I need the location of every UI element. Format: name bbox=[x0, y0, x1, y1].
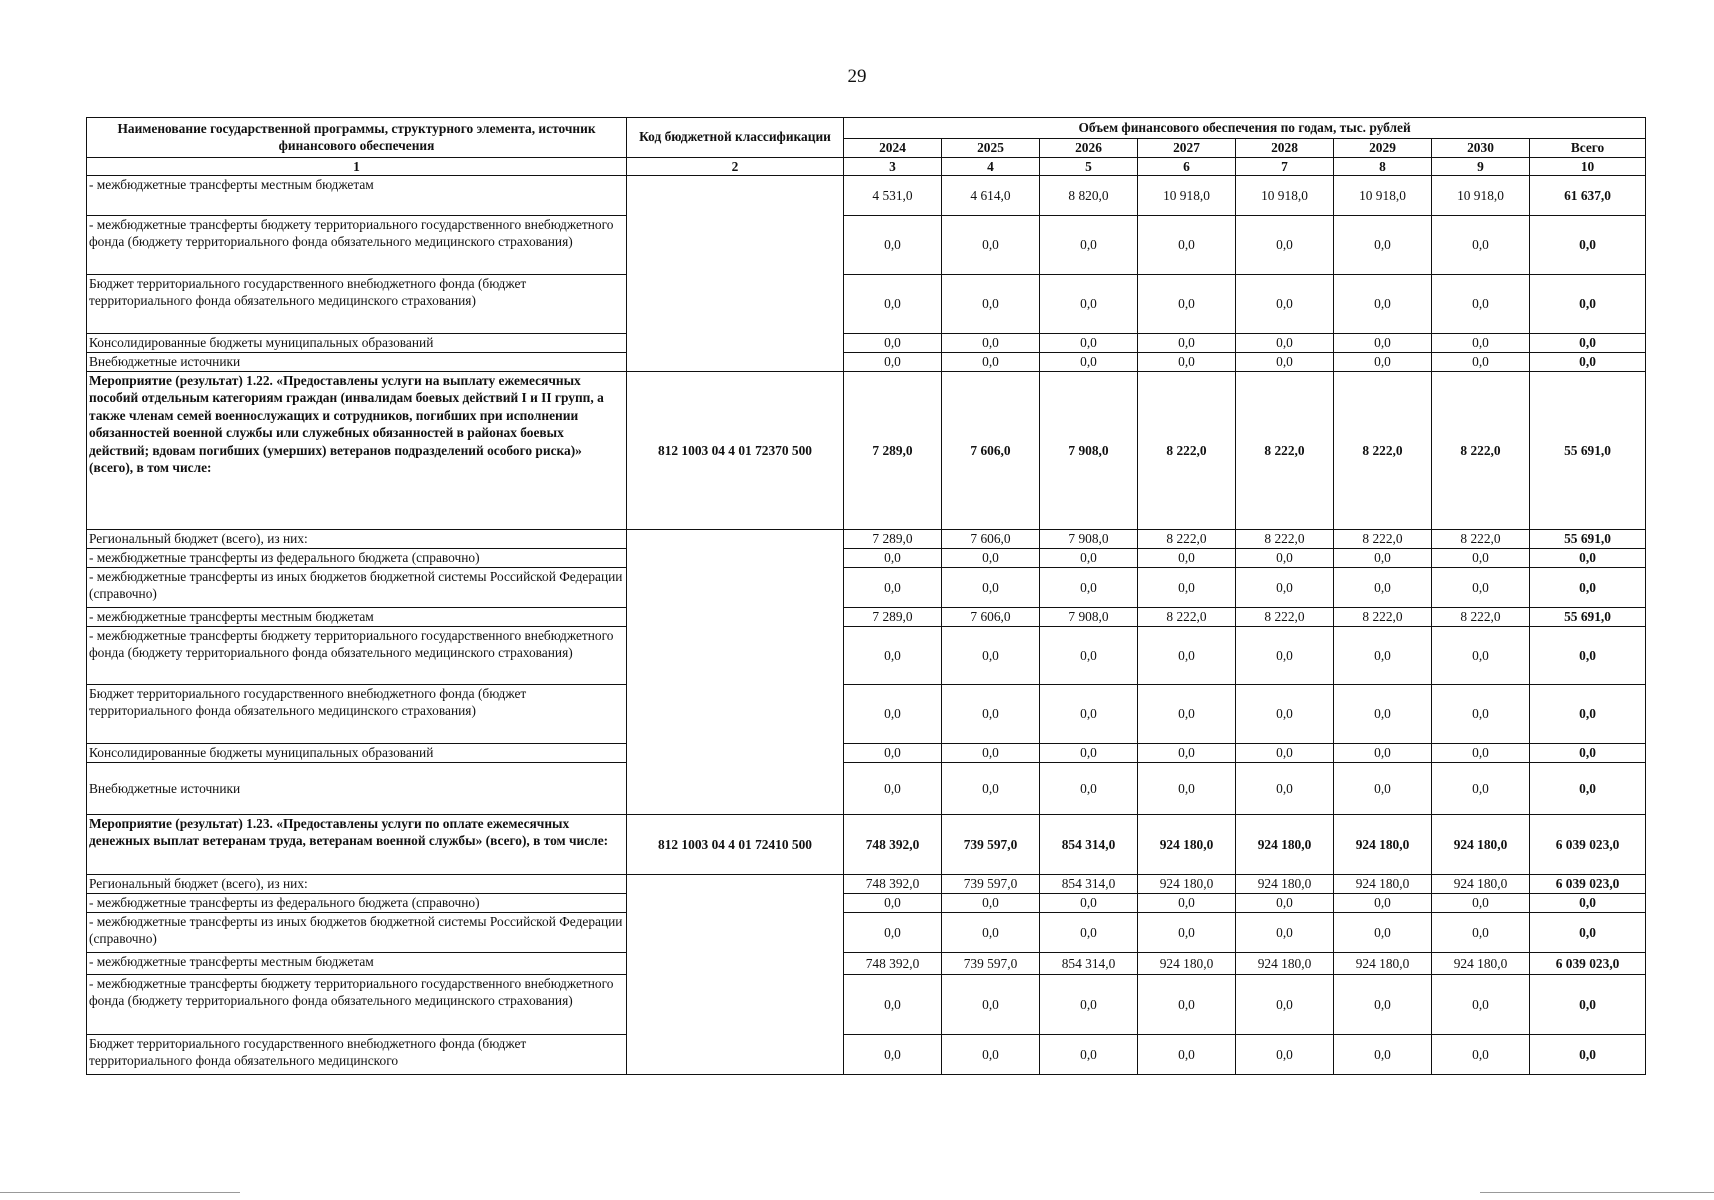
value-cell: 0,0 bbox=[1138, 627, 1236, 685]
col-number: 1 bbox=[87, 158, 627, 176]
table-row bbox=[87, 763, 1646, 815]
header-total: Всего bbox=[1530, 139, 1646, 158]
value-cell: 0,0 bbox=[1236, 913, 1334, 953]
value-cell: 0,0 bbox=[1432, 975, 1530, 1035]
row-name: Региональный бюджет (всего), из них: bbox=[87, 875, 627, 894]
value-cell: 4 614,0 bbox=[942, 176, 1040, 216]
row-name: Внебюджетные источники bbox=[87, 763, 627, 815]
header-year: 2025 bbox=[942, 139, 1040, 158]
value-cell: 8 222,0 bbox=[1236, 530, 1334, 549]
value-cell: 0,0 bbox=[1040, 975, 1138, 1035]
value-cell: 0,0 bbox=[844, 568, 942, 608]
total-cell: 0,0 bbox=[1530, 975, 1646, 1035]
value-cell: 924 180,0 bbox=[1334, 815, 1432, 875]
scan-artifact-line bbox=[1480, 1192, 1714, 1193]
value-cell: 8 222,0 bbox=[1334, 372, 1432, 530]
total-cell: 0,0 bbox=[1530, 627, 1646, 685]
total-cell: 0,0 bbox=[1530, 894, 1646, 913]
total-cell: 0,0 bbox=[1530, 685, 1646, 744]
row-name: Региональный бюджет (всего), из них: bbox=[87, 530, 627, 549]
col-number: 3 bbox=[844, 158, 942, 176]
value-cell: 0,0 bbox=[1432, 744, 1530, 763]
value-cell: 0,0 bbox=[1040, 275, 1138, 334]
total-cell: 6 039 023,0 bbox=[1530, 815, 1646, 875]
table-row bbox=[87, 176, 1646, 216]
value-cell: 0,0 bbox=[844, 763, 942, 815]
value-cell: 0,0 bbox=[1236, 627, 1334, 685]
value-cell: 0,0 bbox=[942, 685, 1040, 744]
table-row bbox=[87, 744, 1646, 763]
value-cell: 0,0 bbox=[844, 744, 942, 763]
col-number: 7 bbox=[1236, 158, 1334, 176]
value-cell: 0,0 bbox=[942, 568, 1040, 608]
value-cell: 0,0 bbox=[942, 216, 1040, 275]
row-name: Мероприятие (результат) 1.22. «Предоставлены услуги на выплату ежемесячных пособий отдельным категориям граждан (инвалидам боевых действий I и II групп, а также членам семей военнослужащих и сотрудников, погибших при исполнении обязанностей военной службы или служебных обязанностей в районах боевых действий; вдовам погибших (умерших) ветеранов подразделений особого риска)» (всего), в том числе: bbox=[87, 372, 627, 530]
table-row bbox=[87, 372, 1646, 530]
value-cell: 0,0 bbox=[1138, 894, 1236, 913]
row-name: Бюджет территориального государственного внебюджетного фонда (бюджет территориального фонда обязательного медицинского bbox=[87, 1035, 627, 1075]
value-cell: 0,0 bbox=[1236, 975, 1334, 1035]
value-cell: 0,0 bbox=[844, 216, 942, 275]
total-cell: 0,0 bbox=[1530, 549, 1646, 568]
value-cell: 8 222,0 bbox=[1138, 372, 1236, 530]
total-cell: 0,0 bbox=[1530, 913, 1646, 953]
value-cell: 8 222,0 bbox=[1432, 530, 1530, 549]
row-name: - межбюджетные трансферты из иных бюджетов бюджетной системы Российской Федерации (справочно) bbox=[87, 913, 627, 953]
table-row bbox=[87, 353, 1646, 372]
value-cell: 0,0 bbox=[1138, 744, 1236, 763]
total-cell: 55 691,0 bbox=[1530, 530, 1646, 549]
value-cell: 748 392,0 bbox=[844, 953, 942, 975]
header-year: 2024 bbox=[844, 139, 942, 158]
value-cell: 0,0 bbox=[1040, 627, 1138, 685]
table-row bbox=[87, 216, 1646, 275]
col-number: 2 bbox=[627, 158, 844, 176]
value-cell: 0,0 bbox=[1334, 913, 1432, 953]
table-row bbox=[87, 334, 1646, 353]
total-cell: 55 691,0 bbox=[1530, 372, 1646, 530]
value-cell: 0,0 bbox=[1138, 568, 1236, 608]
value-cell: 0,0 bbox=[1236, 894, 1334, 913]
value-cell: 0,0 bbox=[1138, 913, 1236, 953]
total-cell: 55 691,0 bbox=[1530, 608, 1646, 627]
value-cell: 0,0 bbox=[1432, 549, 1530, 568]
value-cell: 0,0 bbox=[942, 975, 1040, 1035]
value-cell: 7 908,0 bbox=[1040, 608, 1138, 627]
header-name: Наименование государственной программы, структурного элемента, источник финансового обеспечения bbox=[87, 118, 627, 158]
row-name: - межбюджетные трансферты бюджету территориального государственного внебюджетного фонда (бюджету территориального фонда обязательного медицинского страхования) bbox=[87, 627, 627, 685]
total-cell: 0,0 bbox=[1530, 763, 1646, 815]
value-cell: 0,0 bbox=[1138, 975, 1236, 1035]
value-cell: 0,0 bbox=[844, 334, 942, 353]
value-cell: 10 918,0 bbox=[1138, 176, 1236, 216]
col-number: 10 bbox=[1530, 158, 1646, 176]
scan-artifact-line bbox=[0, 1192, 240, 1193]
table-row bbox=[87, 975, 1646, 1035]
value-cell: 924 180,0 bbox=[1432, 815, 1530, 875]
total-cell: 0,0 bbox=[1530, 353, 1646, 372]
value-cell: 748 392,0 bbox=[844, 875, 942, 894]
value-cell: 0,0 bbox=[1040, 1035, 1138, 1075]
value-cell: 0,0 bbox=[844, 685, 942, 744]
col-number: 5 bbox=[1040, 158, 1138, 176]
value-cell: 0,0 bbox=[1236, 685, 1334, 744]
value-cell: 0,0 bbox=[1334, 353, 1432, 372]
value-cell: 924 180,0 bbox=[1334, 875, 1432, 894]
value-cell: 0,0 bbox=[942, 894, 1040, 913]
value-cell: 0,0 bbox=[1138, 685, 1236, 744]
value-cell: 924 180,0 bbox=[1138, 875, 1236, 894]
value-cell: 0,0 bbox=[1138, 1035, 1236, 1075]
value-cell: 748 392,0 bbox=[844, 815, 942, 875]
value-cell: 8 222,0 bbox=[1432, 608, 1530, 627]
value-cell: 924 180,0 bbox=[1138, 953, 1236, 975]
value-cell: 0,0 bbox=[1432, 568, 1530, 608]
value-cell: 8 222,0 bbox=[1138, 608, 1236, 627]
value-cell: 0,0 bbox=[1432, 1035, 1530, 1075]
row-code-empty bbox=[627, 875, 844, 1075]
row-name: Внебюджетные источники bbox=[87, 353, 627, 372]
value-cell: 0,0 bbox=[1432, 334, 1530, 353]
value-cell: 0,0 bbox=[942, 1035, 1040, 1075]
value-cell: 7 908,0 bbox=[1040, 372, 1138, 530]
value-cell: 0,0 bbox=[1236, 549, 1334, 568]
table-row bbox=[87, 815, 1646, 875]
value-cell: 0,0 bbox=[942, 353, 1040, 372]
value-cell: 8 222,0 bbox=[1334, 608, 1432, 627]
value-cell: 0,0 bbox=[1138, 275, 1236, 334]
value-cell: 0,0 bbox=[1334, 549, 1432, 568]
value-cell: 0,0 bbox=[1236, 763, 1334, 815]
value-cell: 10 918,0 bbox=[1236, 176, 1334, 216]
row-name: - межбюджетные трансферты из федерального бюджета (справочно) bbox=[87, 894, 627, 913]
value-cell: 0,0 bbox=[1040, 353, 1138, 372]
value-cell: 0,0 bbox=[1334, 627, 1432, 685]
value-cell: 0,0 bbox=[1040, 894, 1138, 913]
value-cell: 0,0 bbox=[1432, 685, 1530, 744]
table-row bbox=[87, 1035, 1646, 1075]
table-row bbox=[87, 894, 1646, 913]
value-cell: 854 314,0 bbox=[1040, 953, 1138, 975]
row-code-empty bbox=[627, 530, 844, 815]
value-cell: 0,0 bbox=[844, 353, 942, 372]
value-cell: 7 289,0 bbox=[844, 530, 942, 549]
table-row bbox=[87, 568, 1646, 608]
header-year: 2026 bbox=[1040, 139, 1138, 158]
value-cell: 0,0 bbox=[1432, 913, 1530, 953]
value-cell: 0,0 bbox=[1432, 216, 1530, 275]
row-name: Консолидированные бюджеты муниципальных образований bbox=[87, 334, 627, 353]
row-name: - межбюджетные трансферты местным бюджетам bbox=[87, 176, 627, 216]
table-row bbox=[87, 875, 1646, 894]
value-cell: 0,0 bbox=[1040, 763, 1138, 815]
total-cell: 0,0 bbox=[1530, 275, 1646, 334]
total-cell: 0,0 bbox=[1530, 744, 1646, 763]
value-cell: 924 180,0 bbox=[1236, 815, 1334, 875]
table-row bbox=[87, 275, 1646, 334]
total-cell: 61 637,0 bbox=[1530, 176, 1646, 216]
value-cell: 7 606,0 bbox=[942, 372, 1040, 530]
row-name: Бюджет территориального государственного внебюджетного фонда (бюджет территориального фонда обязательного медицинского страхования) bbox=[87, 275, 627, 334]
total-cell: 6 039 023,0 bbox=[1530, 953, 1646, 975]
value-cell: 0,0 bbox=[844, 549, 942, 568]
value-cell: 7 606,0 bbox=[942, 608, 1040, 627]
header-year: 2027 bbox=[1138, 139, 1236, 158]
value-cell: 0,0 bbox=[1236, 275, 1334, 334]
table-row bbox=[87, 608, 1646, 627]
value-cell: 0,0 bbox=[1334, 216, 1432, 275]
col-number: 4 bbox=[942, 158, 1040, 176]
column-number-row bbox=[87, 158, 1646, 176]
value-cell: 924 180,0 bbox=[1334, 953, 1432, 975]
value-cell: 924 180,0 bbox=[1432, 875, 1530, 894]
value-cell: 0,0 bbox=[1040, 913, 1138, 953]
value-cell: 4 531,0 bbox=[844, 176, 942, 216]
row-name: - межбюджетные трансферты местным бюджетам bbox=[87, 953, 627, 975]
header-year: 2030 bbox=[1432, 139, 1530, 158]
value-cell: 8 222,0 bbox=[1334, 530, 1432, 549]
value-cell: 0,0 bbox=[1334, 894, 1432, 913]
value-cell: 0,0 bbox=[1138, 216, 1236, 275]
header-year: 2029 bbox=[1334, 139, 1432, 158]
value-cell: 924 180,0 bbox=[1236, 875, 1334, 894]
value-cell: 8 222,0 bbox=[1138, 530, 1236, 549]
value-cell: 0,0 bbox=[942, 334, 1040, 353]
value-cell: 0,0 bbox=[1334, 975, 1432, 1035]
value-cell: 0,0 bbox=[1334, 763, 1432, 815]
total-cell: 0,0 bbox=[1530, 216, 1646, 275]
value-cell: 0,0 bbox=[942, 627, 1040, 685]
value-cell: 0,0 bbox=[1334, 568, 1432, 608]
value-cell: 0,0 bbox=[942, 913, 1040, 953]
value-cell: 0,0 bbox=[1040, 744, 1138, 763]
row-code-empty bbox=[627, 176, 844, 372]
value-cell: 0,0 bbox=[844, 627, 942, 685]
value-cell: 10 918,0 bbox=[1334, 176, 1432, 216]
value-cell: 0,0 bbox=[1138, 763, 1236, 815]
total-cell: 0,0 bbox=[1530, 1035, 1646, 1075]
value-cell: 0,0 bbox=[844, 894, 942, 913]
value-cell: 0,0 bbox=[1334, 685, 1432, 744]
value-cell: 924 180,0 bbox=[1432, 953, 1530, 975]
value-cell: 0,0 bbox=[844, 1035, 942, 1075]
value-cell: 0,0 bbox=[1334, 275, 1432, 334]
value-cell: 8 820,0 bbox=[1040, 176, 1138, 216]
value-cell: 739 597,0 bbox=[942, 875, 1040, 894]
table-row bbox=[87, 953, 1646, 975]
header-row bbox=[87, 118, 1646, 139]
value-cell: 0,0 bbox=[1040, 549, 1138, 568]
value-cell: 0,0 bbox=[1334, 334, 1432, 353]
value-cell: 0,0 bbox=[1138, 353, 1236, 372]
value-cell: 0,0 bbox=[1432, 894, 1530, 913]
value-cell: 924 180,0 bbox=[1138, 815, 1236, 875]
value-cell: 739 597,0 bbox=[942, 815, 1040, 875]
value-cell: 0,0 bbox=[1334, 1035, 1432, 1075]
table-row bbox=[87, 530, 1646, 549]
value-cell: 854 314,0 bbox=[1040, 875, 1138, 894]
value-cell: 924 180,0 bbox=[1236, 953, 1334, 975]
table-row bbox=[87, 549, 1646, 568]
value-cell: 0,0 bbox=[1334, 744, 1432, 763]
value-cell: 0,0 bbox=[1236, 216, 1334, 275]
value-cell: 0,0 bbox=[844, 975, 942, 1035]
budget-table bbox=[86, 117, 1646, 1075]
col-number: 8 bbox=[1334, 158, 1432, 176]
value-cell: 0,0 bbox=[1432, 353, 1530, 372]
value-cell: 0,0 bbox=[1236, 568, 1334, 608]
value-cell: 0,0 bbox=[1138, 549, 1236, 568]
value-cell: 0,0 bbox=[844, 275, 942, 334]
total-cell: 6 039 023,0 bbox=[1530, 875, 1646, 894]
value-cell: 0,0 bbox=[1236, 744, 1334, 763]
value-cell: 739 597,0 bbox=[942, 953, 1040, 975]
value-cell: 8 222,0 bbox=[1236, 608, 1334, 627]
row-code: 812 1003 04 4 01 72370 500 bbox=[627, 372, 844, 530]
header-code: Код бюджетной классификации bbox=[627, 118, 844, 158]
row-name: Бюджет территориального государственного внебюджетного фонда (бюджет территориального фонда обязательного медицинского страхования) bbox=[87, 685, 627, 744]
page-number: 29 bbox=[847, 66, 867, 87]
row-name: - межбюджетные трансферты из федерального бюджета (справочно) bbox=[87, 549, 627, 568]
value-cell: 0,0 bbox=[942, 549, 1040, 568]
value-cell: 7 606,0 bbox=[942, 530, 1040, 549]
value-cell: 0,0 bbox=[1040, 216, 1138, 275]
header-group: Объем финансового обеспечения по годам, тыс. рублей bbox=[844, 118, 1646, 139]
row-name: Мероприятие (результат) 1.23. «Предоставлены услуги по оплате ежемесячных денежных выплат ветеранам труда, ветеранам военной службы» (всего), в том числе: bbox=[87, 815, 627, 875]
row-name: - межбюджетные трансферты бюджету территориального государственного внебюджетного фонда (бюджету территориального фонда обязательного медицинского страхования) bbox=[87, 975, 627, 1035]
value-cell: 0,0 bbox=[1040, 685, 1138, 744]
value-cell: 854 314,0 bbox=[1040, 815, 1138, 875]
value-cell: 0,0 bbox=[942, 275, 1040, 334]
value-cell: 7 289,0 bbox=[844, 372, 942, 530]
value-cell: 0,0 bbox=[1040, 568, 1138, 608]
value-cell: 0,0 bbox=[1432, 763, 1530, 815]
row-name: - межбюджетные трансферты из иных бюджетов бюджетной системы Российской Федерации (справочно) bbox=[87, 568, 627, 608]
value-cell: 0,0 bbox=[844, 913, 942, 953]
value-cell: 0,0 bbox=[942, 744, 1040, 763]
header-year: 2028 bbox=[1236, 139, 1334, 158]
value-cell: 7 908,0 bbox=[1040, 530, 1138, 549]
value-cell: 8 222,0 bbox=[1432, 372, 1530, 530]
table-row bbox=[87, 685, 1646, 744]
value-cell: 0,0 bbox=[942, 763, 1040, 815]
value-cell: 0,0 bbox=[1138, 334, 1236, 353]
row-name: - межбюджетные трансферты местным бюджетам bbox=[87, 608, 627, 627]
value-cell: 0,0 bbox=[1236, 334, 1334, 353]
col-number: 9 bbox=[1432, 158, 1530, 176]
col-number: 6 bbox=[1138, 158, 1236, 176]
row-name: Консолидированные бюджеты муниципальных образований bbox=[87, 744, 627, 763]
value-cell: 10 918,0 bbox=[1432, 176, 1530, 216]
value-cell: 0,0 bbox=[1236, 1035, 1334, 1075]
value-cell: 7 289,0 bbox=[844, 608, 942, 627]
value-cell: 0,0 bbox=[1040, 334, 1138, 353]
value-cell: 0,0 bbox=[1236, 353, 1334, 372]
value-cell: 8 222,0 bbox=[1236, 372, 1334, 530]
table-row bbox=[87, 627, 1646, 685]
row-code: 812 1003 04 4 01 72410 500 bbox=[627, 815, 844, 875]
total-cell: 0,0 bbox=[1530, 568, 1646, 608]
value-cell: 0,0 bbox=[1432, 275, 1530, 334]
table-row bbox=[87, 913, 1646, 953]
total-cell: 0,0 bbox=[1530, 334, 1646, 353]
value-cell: 0,0 bbox=[1432, 627, 1530, 685]
row-name: - межбюджетные трансферты бюджету территориального государственного внебюджетного фонда (бюджету территориального фонда обязательного медицинского страхования) bbox=[87, 216, 627, 275]
